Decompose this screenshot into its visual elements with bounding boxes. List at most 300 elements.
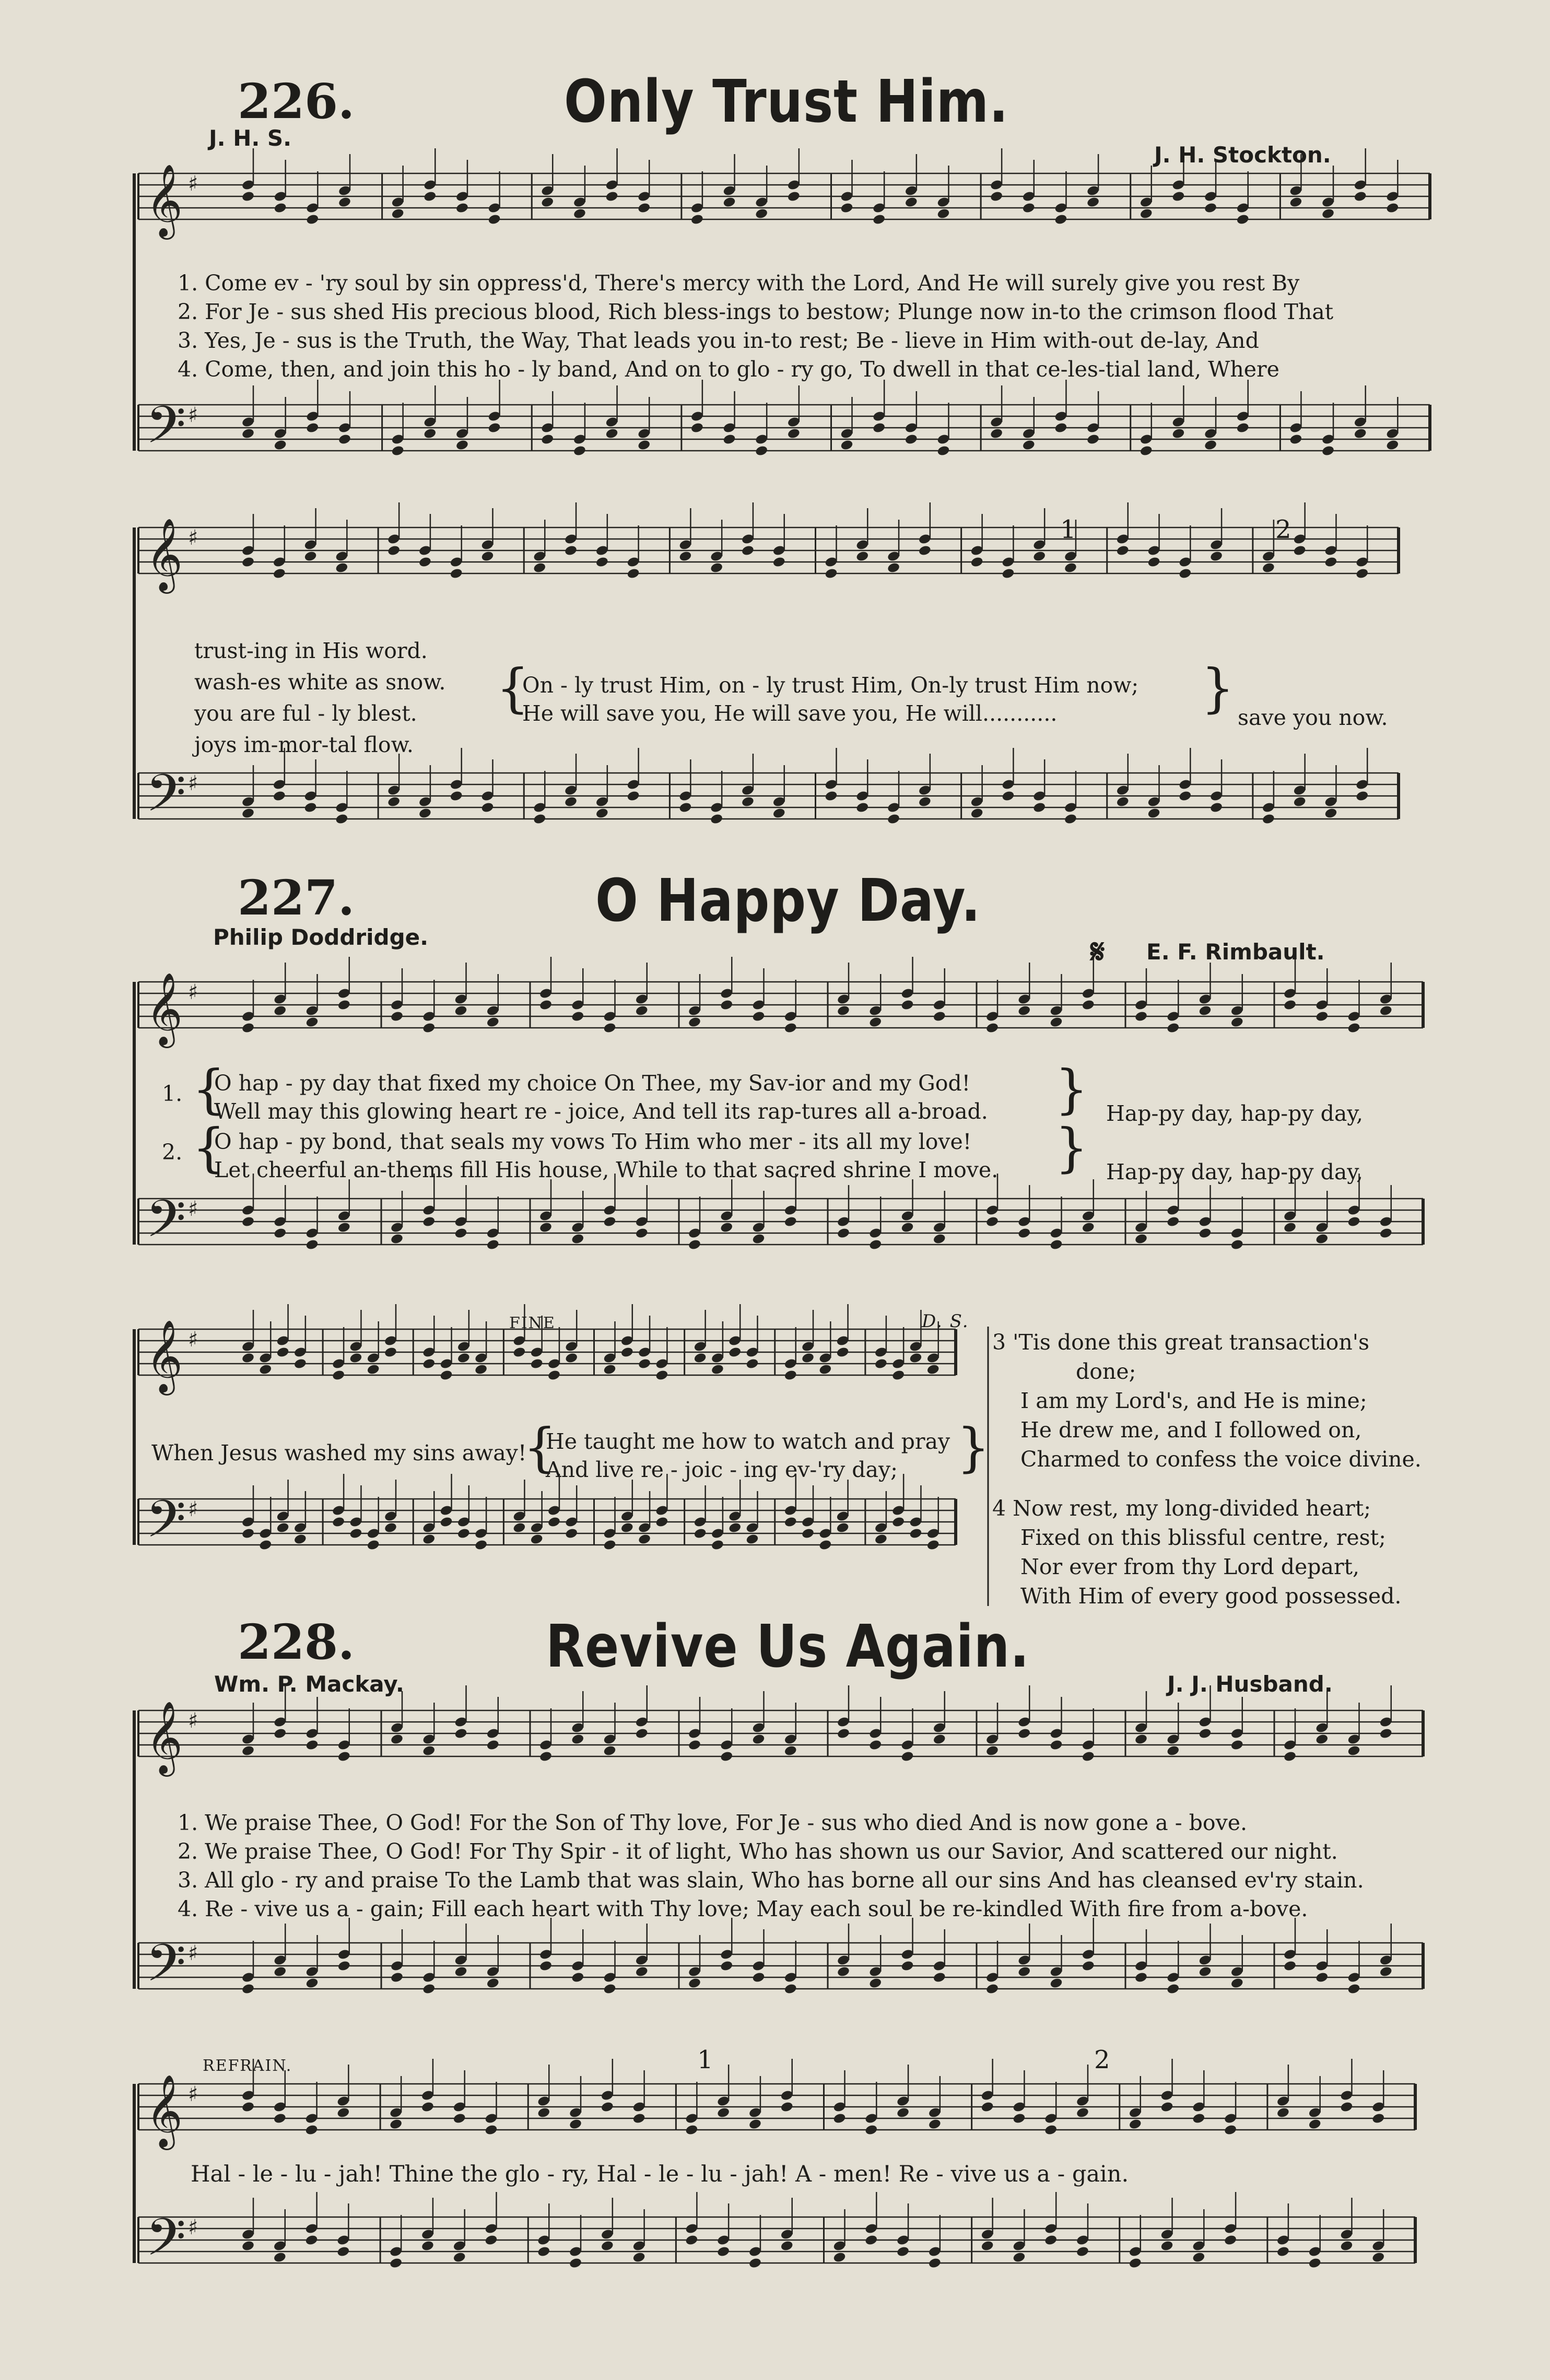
- note-head: [1315, 1972, 1329, 1984]
- note-head: [332, 1369, 345, 1381]
- note-head: [276, 1346, 289, 1358]
- note-head: [694, 1528, 707, 1540]
- note-head: [627, 790, 640, 802]
- note-head: [1315, 1011, 1329, 1023]
- note-head: [422, 1983, 436, 1995]
- note-head: [717, 2246, 730, 2258]
- note-head: [1064, 813, 1077, 825]
- note-head: [1210, 802, 1223, 814]
- key-signature: ♯: [188, 172, 198, 196]
- note-head: [421, 2240, 435, 2252]
- note-head: [488, 422, 501, 434]
- note-head: [711, 1364, 724, 1376]
- note-head: [840, 202, 853, 214]
- note-head: [293, 1358, 307, 1370]
- verse-end: wash-es white as snow.: [194, 670, 446, 695]
- music-credit: J. J. Husband.: [1167, 1671, 1333, 1697]
- bass-clef: 𝄢: [146, 1490, 186, 1562]
- note-head: [784, 1983, 797, 1995]
- segno-sign: 𝄋: [1090, 933, 1105, 971]
- treble-clef: 𝄞: [146, 1701, 183, 1774]
- note-head: [571, 1233, 584, 1245]
- note-head: [1166, 1022, 1180, 1034]
- note-head: [422, 1533, 436, 1545]
- note-head: [1355, 790, 1369, 802]
- note-head: [486, 1239, 500, 1251]
- note-head: [637, 202, 651, 214]
- note-head: [900, 1960, 914, 1972]
- note-head: [1147, 556, 1160, 568]
- note-head: [1385, 439, 1399, 451]
- note-head: [565, 1528, 578, 1540]
- note-head: [390, 1733, 404, 1745]
- note-head: [985, 1745, 999, 1757]
- note-head: [1379, 1966, 1393, 1978]
- note-head: [454, 1966, 467, 1978]
- note-head: [868, 1739, 882, 1751]
- note-head: [1321, 445, 1335, 457]
- note-head: [1147, 807, 1160, 819]
- note-head: [928, 2118, 942, 2130]
- bass-clef: 𝄢: [146, 1933, 186, 2006]
- note-head: [595, 556, 609, 568]
- note-head: [784, 1516, 797, 1528]
- note-head: [439, 1516, 453, 1528]
- note-head: [787, 428, 801, 440]
- note-head: [337, 1751, 351, 1763]
- note-head: [772, 807, 786, 819]
- note-head: [273, 2113, 287, 2125]
- note-head: [970, 556, 984, 568]
- note-head: [688, 1977, 701, 1989]
- note-head: [571, 1733, 584, 1745]
- note-head: [480, 550, 494, 562]
- note-head: [273, 790, 286, 802]
- note-head: [837, 1728, 850, 1740]
- note-head: [1315, 1733, 1329, 1745]
- note-head: [772, 556, 786, 568]
- note-head: [454, 1728, 467, 1740]
- note-head: [1283, 1960, 1297, 1972]
- note-head: [306, 422, 319, 434]
- note-head: [887, 562, 900, 574]
- note-head: [1166, 1745, 1180, 1757]
- note-head: [571, 1011, 584, 1023]
- note-head: [1192, 2113, 1205, 2125]
- note-head: [1049, 1239, 1063, 1251]
- stanza-3: [992, 1328, 1422, 1474]
- note-head: [720, 1751, 733, 1763]
- note-head: [1049, 1016, 1063, 1028]
- key-signature: ♯: [188, 980, 198, 1004]
- note-head: [1116, 545, 1130, 557]
- note-head: [1283, 1222, 1297, 1234]
- note-head: [241, 556, 255, 568]
- note-head: [1001, 790, 1015, 802]
- note-head: [1204, 439, 1217, 451]
- note-head: [678, 802, 692, 814]
- note-head: [1347, 1022, 1360, 1034]
- note-head: [537, 2246, 550, 2258]
- stanza-line: I am my Lord's, and He is mine;: [1020, 1388, 1367, 1413]
- treble-clef: 𝄞: [146, 2074, 183, 2147]
- note-head: [1224, 2124, 1237, 2136]
- note-head: [1178, 790, 1192, 802]
- note-head: [1166, 1216, 1180, 1228]
- note-head: [241, 2240, 255, 2252]
- note-head: [241, 428, 255, 440]
- note-head: [620, 1346, 634, 1358]
- note-head: [486, 1739, 500, 1751]
- note-head: [389, 2118, 403, 2130]
- note-head: [1276, 2246, 1290, 2258]
- note-head: [1134, 1233, 1148, 1245]
- note-head: [1236, 422, 1250, 434]
- note-head: [1293, 545, 1307, 557]
- note-head: [1082, 1960, 1095, 1972]
- note-head: [635, 1966, 649, 1978]
- note-head: [1049, 1977, 1063, 1989]
- note-head: [1371, 2113, 1385, 2125]
- note-head: [801, 1528, 815, 1540]
- note-head: [337, 1222, 351, 1234]
- note-head: [457, 1352, 471, 1364]
- note-head: [784, 1216, 797, 1228]
- refrain-label: REFRAIN.: [203, 2057, 292, 2075]
- note-head: [1054, 214, 1067, 226]
- note-head: [678, 550, 692, 562]
- verse-end: you are ful - ly blest.: [194, 701, 417, 726]
- note-head: [751, 1011, 765, 1023]
- note-head: [751, 1972, 765, 1984]
- note-head: [1086, 433, 1100, 445]
- note-head: [389, 2257, 403, 2269]
- note-head: [638, 1533, 651, 1545]
- note-head: [259, 1539, 272, 1551]
- note-head: [454, 1227, 467, 1239]
- key-signature: ♯: [188, 526, 198, 550]
- treble-clef: 𝄞: [146, 1320, 183, 1392]
- brace: {: [496, 658, 530, 719]
- note-head: [909, 1528, 922, 1540]
- note-head: [891, 1516, 905, 1528]
- note-head: [748, 2257, 762, 2269]
- note-head: [1198, 1728, 1212, 1740]
- note-head: [241, 1216, 255, 1228]
- note-head: [603, 1216, 616, 1228]
- note-head: [1198, 1966, 1212, 1978]
- note-head: [1192, 2252, 1205, 2264]
- note-head: [1049, 1739, 1063, 1751]
- note-head: [784, 1745, 797, 1757]
- note-head: [273, 1728, 287, 1740]
- stanza-line: Charmed to confess the voice divine.: [1020, 1447, 1422, 1472]
- verse-end: joys im-mor-tal flow.: [194, 732, 414, 757]
- note-head: [1315, 1233, 1329, 1245]
- note-head: [1324, 556, 1337, 568]
- key-signature: ♯: [188, 403, 198, 427]
- note-head: [304, 2234, 318, 2246]
- verse-label: 1.: [162, 1081, 183, 1106]
- note-head: [1032, 802, 1046, 814]
- note-head: [241, 1528, 255, 1540]
- note-head: [1308, 2257, 1322, 2269]
- note-head: [745, 1533, 759, 1545]
- note-head: [751, 1233, 765, 1245]
- note-head: [486, 1977, 500, 1989]
- note-head: [541, 196, 554, 208]
- note-head: [864, 2124, 878, 2136]
- note-head: [335, 813, 348, 825]
- note-head: [1324, 807, 1337, 819]
- note-head: [720, 999, 733, 1011]
- note-head: [981, 2101, 994, 2113]
- note-head: [832, 2113, 846, 2125]
- note-head: [1044, 2124, 1058, 2136]
- key-signature: ♯: [188, 1328, 198, 1352]
- note-head: [1032, 550, 1046, 562]
- note-head: [349, 1352, 362, 1364]
- verse-line: 4. Re - vive us a - gain; Fill each heart with Thy love; May each soul be re-kindled With fire from a-bove.: [178, 1896, 1308, 1921]
- hymn-number: 228.: [238, 1614, 355, 1670]
- note-head: [632, 2252, 646, 2264]
- verse-line: Well may this glowing heart re - joice, And tell its rap-tures all a-broad.: [214, 1099, 988, 1124]
- key-signature: ♯: [188, 1941, 198, 1965]
- note-head: [1283, 999, 1297, 1011]
- treble-clef: 𝄞: [146, 972, 183, 1045]
- note-head: [896, 2246, 910, 2258]
- note-head: [896, 2107, 910, 2119]
- brace: }: [1055, 1059, 1088, 1120]
- brace: {: [523, 1417, 557, 1478]
- note-head: [384, 1522, 397, 1534]
- note-head: [985, 1983, 999, 1995]
- note-head: [985, 1216, 999, 1228]
- note-head: [336, 2107, 350, 2119]
- note-head: [1076, 2107, 1089, 2119]
- chorus-line: On - ly trust Him, on - ly trust Him, On-ly trust Him now;: [522, 673, 1139, 698]
- note-head: [488, 214, 501, 226]
- treble-clef: 𝄞: [146, 518, 183, 591]
- note-head: [539, 999, 553, 1011]
- note-head: [632, 2113, 646, 2125]
- note-head: [421, 2101, 435, 2113]
- brace: }: [1055, 1117, 1088, 1178]
- note-head: [874, 1358, 888, 1370]
- note-head: [864, 2234, 878, 2246]
- note-head: [387, 796, 401, 808]
- note-head: [1340, 2240, 1353, 2252]
- note-head: [936, 208, 950, 220]
- note-head: [305, 1977, 319, 1989]
- note-head: [1178, 568, 1192, 580]
- note-head: [1354, 428, 1367, 440]
- note-head: [688, 1739, 701, 1751]
- note-head: [1129, 2118, 1142, 2130]
- refrain-lyrics: Hal - le - lu - jah! Thine the glo - ry, Hal - le - lu - jah! A - men! Re - vive us a - gain.: [191, 2161, 1129, 2187]
- note-head: [688, 1016, 701, 1028]
- note-head: [694, 1352, 707, 1364]
- note-head: [936, 445, 950, 457]
- note-head: [655, 1516, 668, 1528]
- note-head: [530, 1533, 544, 1545]
- note-head: [484, 2234, 498, 2246]
- note-head: [486, 1016, 500, 1028]
- note-head: [453, 2252, 466, 2264]
- note-head: [1054, 422, 1067, 434]
- note-head: [688, 1239, 701, 1251]
- note-head: [874, 1533, 888, 1545]
- note-head: [1379, 1728, 1393, 1740]
- note-head: [547, 1516, 561, 1528]
- note-head: [1230, 1239, 1244, 1251]
- note-head: [457, 1528, 471, 1540]
- note-head: [422, 1022, 436, 1034]
- bass-clef: 𝄢: [146, 395, 186, 468]
- note-head: [601, 2101, 614, 2113]
- note-head: [564, 796, 578, 808]
- note-head: [1116, 796, 1130, 808]
- note-head: [711, 1539, 724, 1551]
- note-head: [418, 807, 432, 819]
- key-signature: ♯: [188, 771, 198, 795]
- chorus-line: He will save you, He will save you, He will...........: [522, 701, 1058, 726]
- note-head: [801, 1352, 815, 1364]
- note-head: [717, 2107, 730, 2119]
- hymn-title: Only Trust Him.: [564, 68, 1009, 136]
- note-head: [569, 2257, 582, 2269]
- note-head: [474, 1539, 488, 1551]
- verse-line: 3. All glo - ry and praise To the Lamb that was slain, Who has borne all our sins And has cleansed ev'ry stain.: [178, 1868, 1364, 1893]
- hymn-number: 227.: [238, 870, 355, 926]
- note-head: [1134, 1733, 1148, 1745]
- note-head: [241, 1745, 255, 1757]
- note-head: [1082, 1751, 1095, 1763]
- verse-line: 1. We praise Thee, O God! For the Son of Thy love, For Je - sus who died And is now gone a - bove.: [178, 1810, 1248, 1835]
- words-credit: J. H. S.: [209, 125, 292, 151]
- note-head: [1017, 1227, 1031, 1239]
- note-head: [1171, 191, 1185, 203]
- note-head: [1230, 1739, 1244, 1751]
- note-head: [1044, 2234, 1058, 2246]
- note-head: [391, 208, 405, 220]
- note-head: [868, 1977, 882, 1989]
- note-head: [722, 433, 736, 445]
- note-head: [573, 208, 586, 220]
- note-head: [573, 445, 586, 457]
- brace: }: [1201, 658, 1235, 719]
- note-head: [926, 1539, 940, 1551]
- note-head: [422, 1216, 436, 1228]
- brace: }: [957, 1417, 990, 1478]
- note-head: [1210, 550, 1223, 562]
- key-signature: ♯: [188, 1709, 198, 1733]
- note-head: [241, 1352, 255, 1364]
- note-head: [909, 1352, 922, 1364]
- music-credit: E. F. Rimbault.: [1146, 939, 1325, 965]
- note-head: [512, 1346, 526, 1358]
- note-head: [1134, 1011, 1148, 1023]
- note-head: [1236, 214, 1250, 226]
- note-head: [900, 999, 914, 1011]
- note-head: [603, 1745, 616, 1757]
- note-head: [484, 2124, 498, 2136]
- note-head: [872, 422, 886, 434]
- stanza-line: 4 Now rest, my long-divided heart;: [992, 1496, 1371, 1521]
- note-head: [418, 556, 432, 568]
- note-head: [1354, 191, 1367, 203]
- note-head: [276, 1522, 289, 1534]
- note-head: [933, 1011, 946, 1023]
- note-head: [259, 1364, 272, 1376]
- note-head: [1017, 1728, 1031, 1740]
- note-head: [387, 545, 401, 557]
- note-head: [970, 807, 984, 819]
- note-head: [1017, 1966, 1031, 1978]
- note-head: [1230, 1016, 1244, 1028]
- note-head: [454, 1005, 467, 1017]
- verse-line: 4. Come, then, and join this ho - ly band, And on to glo - ry go, To dwell in that ce-les-tial land, Where: [178, 357, 1279, 382]
- note-head: [533, 562, 546, 574]
- note-head: [818, 1539, 832, 1551]
- note-head: [335, 562, 348, 574]
- note-head: [1022, 202, 1036, 214]
- note-head: [273, 2252, 287, 2264]
- note-head: [1140, 445, 1153, 457]
- note-head: [720, 1960, 733, 1972]
- note-head: [1022, 439, 1036, 451]
- note-head: [837, 1227, 850, 1239]
- note-head: [900, 1751, 914, 1763]
- ending-1-label: 1: [1060, 515, 1076, 544]
- stanza-line: Fixed on this blissful centre, rest;: [1020, 1525, 1386, 1550]
- note-head: [836, 1522, 850, 1534]
- note-head: [1064, 562, 1077, 574]
- note-head: [1230, 1977, 1244, 1989]
- note-head: [605, 428, 618, 440]
- note-head: [1224, 2234, 1237, 2246]
- note-head: [533, 813, 546, 825]
- note-head: [1262, 813, 1275, 825]
- note-head: [390, 1011, 404, 1023]
- note-head: [367, 1539, 380, 1551]
- note-head: [1198, 1227, 1212, 1239]
- hymn-title: Revive Us Again.: [546, 1613, 1030, 1681]
- note-head: [603, 1022, 616, 1034]
- note-head: [1379, 1005, 1393, 1017]
- note-head: [349, 1528, 362, 1540]
- note-head: [981, 2240, 994, 2252]
- verse-line: O hap - py day that fixed my choice On Thee, my Sav-ior and my God!: [214, 1071, 971, 1096]
- note-head: [1321, 208, 1335, 220]
- note-head: [868, 1016, 882, 1028]
- note-head: [755, 445, 768, 457]
- note-head: [537, 2107, 550, 2119]
- note-head: [690, 214, 704, 226]
- note-head: [990, 428, 1003, 440]
- note-head: [720, 1222, 733, 1234]
- note-head: [1001, 568, 1015, 580]
- note-head: [627, 568, 640, 580]
- note-head: [1160, 2101, 1173, 2113]
- note-head: [338, 196, 351, 208]
- note-head: [1086, 196, 1100, 208]
- note-head: [547, 1369, 561, 1381]
- note-head: [1076, 2246, 1089, 2258]
- note-head: [332, 1516, 345, 1528]
- note-head: [1140, 208, 1153, 220]
- note-head: [338, 433, 351, 445]
